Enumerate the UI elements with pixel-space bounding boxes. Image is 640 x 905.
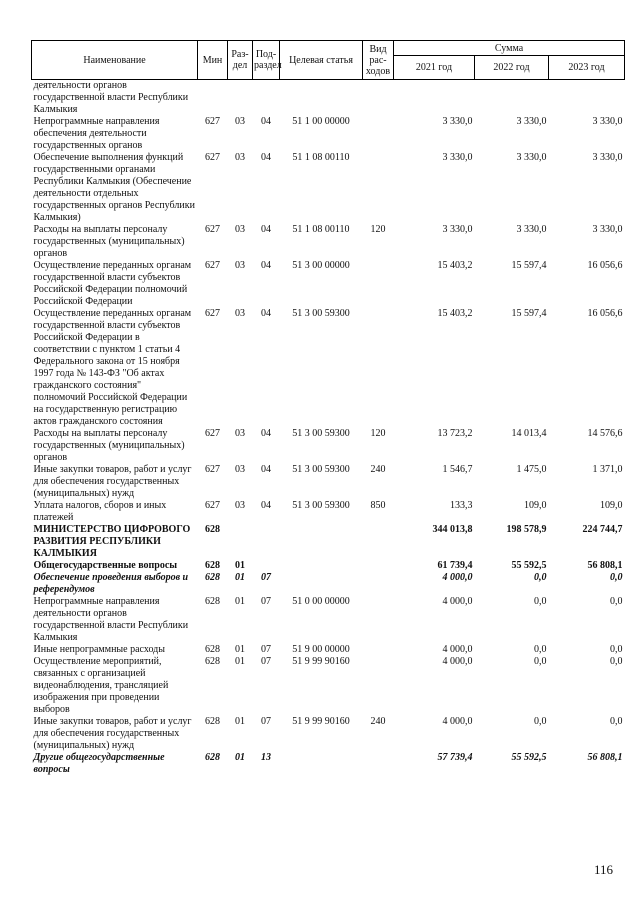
row-sum-2021: 4 000,0	[442, 644, 473, 655]
row-sum-2022: 3 330,0	[516, 224, 547, 235]
row-razdel: 01	[235, 644, 245, 655]
row-vid-rashodov	[363, 752, 394, 776]
row-celevaya-statya: 51 1 08 00110	[292, 224, 350, 235]
table-row	[32, 116, 625, 152]
row-vid-rashodov	[363, 308, 394, 428]
row-podrazdel: 07	[261, 596, 271, 607]
row-vid-rashodov	[363, 560, 394, 572]
row-sum-2022: 0,0	[534, 572, 547, 583]
row-podrazdel: 04	[261, 260, 271, 271]
row-min-code: 628	[205, 656, 220, 667]
header-year-2021: 2021 год	[394, 56, 475, 80]
row-sum-2022: 3 330,0	[516, 152, 547, 163]
row-razdel: 01	[235, 716, 245, 727]
row-sum-2023: 0,0	[610, 656, 623, 667]
row-celevaya-statya: 51 0 00 00000	[292, 596, 350, 607]
row-name: Обеспечение выполнения функций государственными органами Республики Калмыкия (Обеспечение деятельности отдельных государственных органов Республики Калмыкия)	[33, 152, 195, 223]
row-sum-2021: 61 739,4	[437, 560, 473, 571]
row-sum-2022: 0,0	[534, 644, 547, 655]
row-podrazdel: 13	[261, 752, 271, 763]
row-vid-rashodov	[363, 596, 394, 644]
row-name: Расходы на выплаты персоналу государственных (муниципальных) органов	[33, 428, 185, 463]
row-name: Иные закупки товаров, работ и услуг для обеспечения государственных (муниципальных) нужд	[33, 464, 192, 499]
header-summa: Сумма	[394, 41, 625, 56]
table-row	[32, 560, 625, 572]
table-row	[32, 428, 625, 464]
row-name: Расходы на выплаты персоналу государственных (муниципальных) органов	[33, 224, 185, 259]
row-min-code: 627	[205, 224, 220, 235]
row-vid-rashodov: 850	[370, 500, 386, 511]
row-name: Непрограммные направления обеспечения деятельности государственных органов	[33, 116, 160, 151]
row-min-code: 628	[205, 596, 220, 607]
row-sum-2022: 55 592,5	[511, 560, 547, 571]
header-year-2022: 2022 год	[475, 56, 549, 80]
header-razdel: Раз-дел	[228, 41, 253, 80]
table-row	[32, 572, 625, 596]
row-min-code: 627	[205, 116, 220, 127]
row-min-code: 627	[205, 308, 220, 319]
row-sum-2021: 4 000,0	[442, 596, 473, 607]
row-name: Уплата налогов, сборов и иных платежей	[33, 500, 167, 523]
table-row	[32, 152, 625, 224]
table-row	[32, 644, 625, 656]
header-celevaya-statya: Целевая статья	[280, 41, 363, 80]
table-header	[32, 41, 625, 80]
row-vid-rashodov: 120	[370, 428, 386, 439]
row-celevaya-statya	[280, 572, 363, 596]
row-vid-rashodov: 120	[370, 224, 386, 235]
row-vid-rashodov	[363, 80, 394, 117]
row-razdel: 03	[235, 464, 245, 475]
row-name: Осуществление переданных органам государственной власти субъектов Российской Федерации полномочий Российской Федерации	[33, 260, 192, 307]
header-podrazdel: Под-раздел	[253, 41, 280, 80]
row-name: деятельности органов государственной власти Республики Калмыкия	[33, 80, 189, 115]
row-razdel: 03	[235, 224, 245, 235]
header-year-2023: 2023 год	[549, 56, 625, 80]
row-sum-2023: 0,0	[610, 716, 623, 727]
row-sum-2022	[475, 80, 549, 117]
row-podrazdel: 07	[261, 644, 271, 655]
row-sum-2021: 3 330,0	[442, 116, 473, 127]
row-razdel: 01	[235, 656, 245, 667]
table-row	[32, 656, 625, 716]
row-sum-2021: 133,3	[450, 500, 473, 511]
table-row	[32, 224, 625, 260]
row-name: МИНИСТЕРСТВО ЦИФРОВОГО РАЗВИТИЯ РЕСПУБЛИКИ КАЛМЫКИЯ	[33, 524, 191, 559]
table-row	[32, 308, 625, 428]
row-sum-2023: 16 056,6	[587, 260, 623, 271]
row-sum-2022: 15 597,4	[511, 260, 547, 271]
row-sum-2023: 0,0	[610, 596, 623, 607]
row-sum-2022: 198 578,9	[506, 524, 547, 535]
row-celevaya-statya: 51 9 99 90160	[292, 656, 350, 667]
row-vid-rashodov	[363, 524, 394, 560]
budget-table	[31, 40, 625, 776]
table-row	[32, 464, 625, 500]
row-sum-2021: 13 723,2	[437, 428, 473, 439]
row-name: Осуществление переданных органам государственной власти субъектов Российской Федерации в соответствии с пунктом 1 статьи 4 Федерального закона от 15 ноября 1997 года № 143-ФЗ "Об актах гражданского состояния" полномочий Российской Федерации на государственную регистрацию актов гражданского состояния	[33, 308, 192, 427]
row-podrazdel: 04	[261, 428, 271, 439]
row-razdel: 01	[235, 572, 245, 583]
row-sum-2022: 109,0	[524, 500, 547, 511]
row-celevaya-statya: 51 9 00 00000	[292, 644, 350, 655]
row-razdel: 03	[235, 428, 245, 439]
row-podrazdel: 07	[261, 656, 271, 667]
row-vid-rashodov: 240	[370, 716, 386, 727]
row-celevaya-statya	[280, 560, 363, 572]
row-podrazdel: 07	[261, 716, 271, 727]
row-sum-2023: 56 808,1	[587, 752, 623, 763]
row-sum-2021: 3 330,0	[442, 152, 473, 163]
row-min-code: 627	[205, 428, 220, 439]
row-sum-2021: 15 403,2	[437, 308, 473, 319]
row-sum-2022: 3 330,0	[516, 116, 547, 127]
row-min-code: 628	[205, 560, 220, 571]
table-row	[32, 596, 625, 644]
table-row	[32, 716, 625, 752]
row-razdel: 01	[235, 752, 245, 763]
row-celevaya-statya	[280, 752, 363, 776]
row-celevaya-statya: 51 1 00 00000	[292, 116, 350, 127]
page-number: 116	[594, 862, 614, 877]
row-podrazdel: 04	[261, 464, 271, 475]
row-sum-2021: 3 330,0	[442, 224, 473, 235]
row-celevaya-statya: 51 3 00 59300	[292, 308, 350, 319]
row-sum-2023: 224 744,7	[582, 524, 623, 535]
row-sum-2023: 3 330,0	[592, 116, 623, 127]
row-min-code: 628	[205, 572, 220, 583]
table-row	[32, 80, 625, 117]
row-min-code: 627	[205, 464, 220, 475]
row-podrazdel: 04	[261, 308, 271, 319]
row-vid-rashodov	[363, 644, 394, 656]
row-sum-2022: 1 475,0	[516, 464, 547, 475]
row-vid-rashodov	[363, 152, 394, 224]
row-min-code	[198, 80, 228, 117]
row-sum-2023: 56 808,1	[587, 560, 623, 571]
row-min-code: 627	[205, 152, 220, 163]
header-vid-rashodov: Вид рас-ходов	[363, 41, 394, 80]
row-name: Обеспечение проведения выборов и референдумов	[33, 572, 189, 595]
row-vid-rashodov	[363, 260, 394, 308]
row-vid-rashodov: 240	[370, 464, 386, 475]
row-sum-2022: 0,0	[534, 596, 547, 607]
row-min-code: 628	[205, 644, 220, 655]
row-vid-rashodov	[363, 656, 394, 716]
row-sum-2021: 344 013,8	[432, 524, 473, 535]
row-podrazdel: 04	[261, 152, 271, 163]
row-sum-2022: 0,0	[534, 716, 547, 727]
row-razdel: 03	[235, 152, 245, 163]
row-name: Другие общегосударственные вопросы	[33, 752, 165, 775]
row-sum-2021: 57 739,4	[437, 752, 473, 763]
row-sum-2023: 0,0	[610, 572, 623, 583]
row-razdel: 03	[235, 308, 245, 319]
row-sum-2023: 3 330,0	[592, 224, 623, 235]
row-podrazdel	[253, 524, 280, 560]
row-sum-2023: 1 371,0	[592, 464, 623, 475]
row-razdel: 03	[235, 500, 245, 511]
table-row	[32, 260, 625, 308]
row-name: Общегосударственные вопросы	[33, 560, 178, 571]
table-row	[32, 524, 625, 560]
row-celevaya-statya	[280, 80, 363, 117]
row-sum-2021: 4 000,0	[442, 716, 473, 727]
row-vid-rashodov	[363, 572, 394, 596]
header-name: Наименование	[32, 41, 198, 80]
row-celevaya-statya: 51 3 00 59300	[292, 464, 350, 475]
table-body	[32, 80, 625, 777]
table-row	[32, 752, 625, 776]
row-celevaya-statya: 51 1 08 00110	[292, 152, 350, 163]
row-celevaya-statya	[280, 524, 363, 560]
row-vid-rashodov	[363, 116, 394, 152]
header-min: Мин	[198, 41, 228, 80]
row-podrazdel	[253, 560, 280, 572]
row-min-code: 628	[205, 716, 220, 727]
row-sum-2021: 4 000,0	[442, 656, 473, 667]
row-sum-2022: 15 597,4	[511, 308, 547, 319]
budget-table-sheet	[31, 40, 624, 776]
row-sum-2022: 0,0	[534, 656, 547, 667]
row-razdel: 03	[235, 260, 245, 271]
row-podrazdel	[253, 80, 280, 117]
row-sum-2021	[394, 80, 475, 117]
row-min-code: 627	[205, 500, 220, 511]
row-sum-2022: 55 592,5	[511, 752, 547, 763]
row-sum-2023: 14 576,6	[587, 428, 623, 439]
row-razdel	[228, 80, 253, 117]
row-razdel	[228, 524, 253, 560]
row-min-code: 628	[205, 524, 220, 535]
table-row	[32, 500, 625, 524]
row-sum-2023: 0,0	[610, 644, 623, 655]
row-name: Непрограммные направления деятельности органов государственной власти Республики Калмыкия	[33, 596, 189, 643]
row-name: Осуществление мероприятий, связанных с организацией видеонаблюдения, трансляцией изображения при проведении выборов	[33, 656, 169, 715]
row-sum-2023: 16 056,6	[587, 308, 623, 319]
row-podrazdel: 04	[261, 116, 271, 127]
row-sum-2023	[549, 80, 625, 117]
row-celevaya-statya: 51 3 00 59300	[292, 500, 350, 511]
row-sum-2023: 3 330,0	[592, 152, 623, 163]
row-podrazdel: 04	[261, 500, 271, 511]
row-razdel: 01	[235, 596, 245, 607]
row-sum-2023: 109,0	[600, 500, 623, 511]
row-name: Иные непрограммные расходы	[33, 644, 165, 655]
row-podrazdel: 07	[261, 572, 271, 583]
row-name: Иные закупки товаров, работ и услуг для обеспечения государственных (муниципальных) нужд	[33, 716, 192, 751]
row-min-code: 628	[205, 752, 220, 763]
row-celevaya-statya: 51 3 00 59300	[292, 428, 350, 439]
row-podrazdel: 04	[261, 224, 271, 235]
row-razdel: 03	[235, 116, 245, 127]
row-celevaya-statya: 51 9 99 90160	[292, 716, 350, 727]
row-sum-2022: 14 013,4	[511, 428, 547, 439]
row-sum-2021: 4 000,0	[442, 572, 473, 583]
row-razdel: 01	[235, 560, 245, 571]
row-min-code: 627	[205, 260, 220, 271]
row-sum-2021: 1 546,7	[442, 464, 473, 475]
row-sum-2021: 15 403,2	[437, 260, 473, 271]
row-celevaya-statya: 51 3 00 00000	[292, 260, 350, 271]
